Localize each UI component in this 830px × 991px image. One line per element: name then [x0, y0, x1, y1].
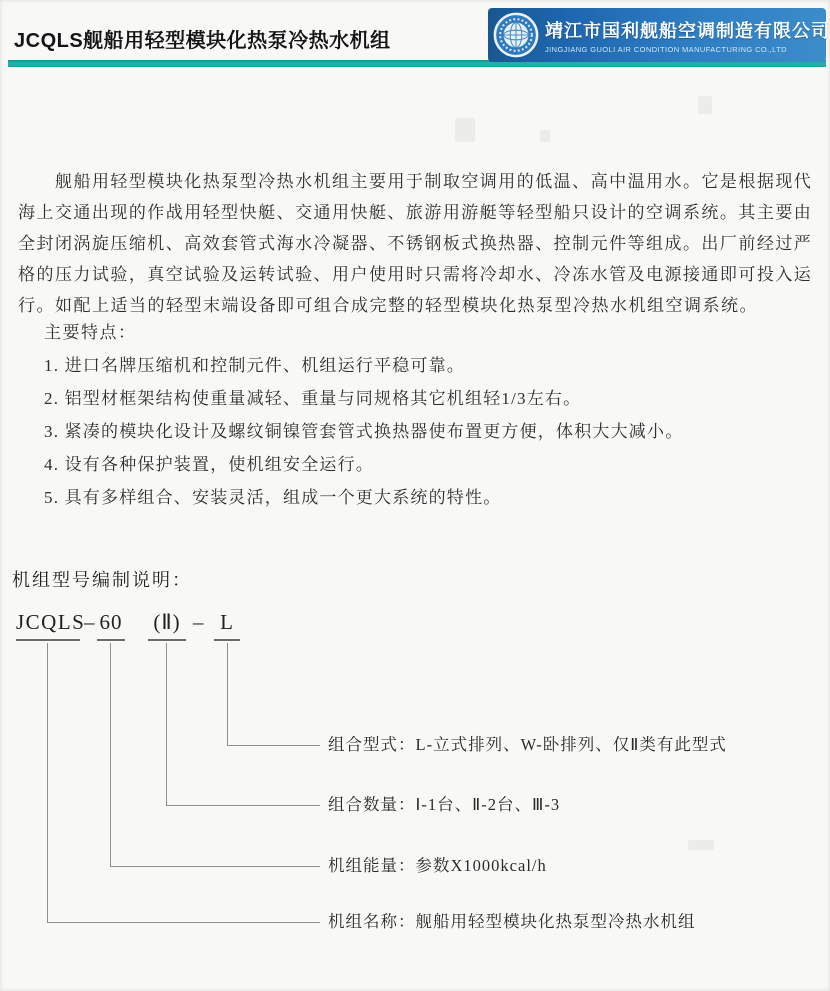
connector-vline-arrangement	[227, 643, 228, 745]
connector-vline-series	[47, 643, 48, 922]
connector-hline-capacity	[110, 866, 320, 867]
company-banner	[488, 8, 830, 62]
intro-line: 行。如配上适当的轻型末端设备即可组合成完整的轻型模块化热泵型冷热水机组空调系统。	[18, 296, 758, 315]
callout-arrangement-type: 组合型式：L-立式排列、W-卧排列、仅Ⅱ类有此型式	[328, 735, 727, 754]
model-segment-capacity: 60	[97, 610, 125, 641]
globe-emblem-icon	[493, 12, 539, 58]
model-dash: –	[193, 610, 204, 634]
intro-line: 全封闭涡旋压缩机、高效套管式海水冷凝器、不锈钢板式换热器、控制元件等组成。出厂前经过严	[18, 234, 812, 253]
connector-hline-count	[166, 805, 320, 806]
feature-item: 4. 设有各种保护装置，使机组安全运行。	[44, 455, 374, 474]
scan-artifact	[688, 840, 714, 850]
callout-unit-name: 机组名称：舰船用轻型模块化热泵型冷热水机组	[328, 912, 696, 931]
company-name-chinese: 靖江市国利舰船空调制造有限公司	[545, 20, 830, 41]
scan-artifact	[455, 118, 475, 142]
feature-item: 3. 紧凑的模块化设计及螺纹铜镍管套管式换热器使布置更方便，体积大大减小。	[44, 422, 684, 441]
feature-item: 2. 铝型材框架结构使重量减轻、重量与同规格其它机组轻1/3左右。	[44, 389, 582, 408]
scan-artifact	[698, 96, 712, 114]
model-segment-count: (Ⅱ)	[148, 610, 186, 641]
model-segment-arrangement: L	[214, 610, 240, 641]
model-segment-series: JCQLS	[16, 610, 80, 641]
connector-vline-capacity	[110, 643, 111, 866]
model-dash: –	[84, 610, 95, 634]
feature-item: 1. 进口名牌压缩机和控制元件、机组运行平稳可靠。	[44, 356, 465, 375]
callout-combination-count: 组合数量：Ⅰ-1台、Ⅱ-2台、Ⅲ-3	[328, 795, 561, 814]
company-name-english: JINGJIANG GUOLI AIR CONDITION MANUFACTURING CO.,LTD	[545, 44, 787, 54]
connector-vline-count	[166, 643, 167, 805]
callout-unit-capacity: 机组能量：参数X1000kcal/h	[328, 856, 547, 875]
scan-artifact	[540, 130, 550, 142]
intro-line: 舰船用轻型模块化热泵型冷热水机组主要用于制取空调用的低温、高中温用水。它是根据现代	[55, 172, 812, 191]
feature-item: 5. 具有多样组合、安装灵活，组成一个更大系统的特性。	[44, 488, 502, 507]
features-heading: 主要特点：	[44, 323, 137, 342]
company-name-block	[545, 17, 830, 54]
features-section	[18, 316, 812, 514]
model-section-heading: 机组型号编制说明：	[12, 570, 192, 590]
intro-paragraph	[18, 166, 812, 321]
page-title: JCQLS舰船用轻型模块化热泵冷热水机组	[14, 30, 391, 52]
intro-line: 格的压力试验，真空试验及运转试验、用户使用时只需将冷却水、冷冻水管及电源接通即可投入运	[18, 265, 812, 284]
connector-hline-series	[47, 922, 320, 923]
intro-line: 海上交通出现的作战用轻型快艇、交通用快艇、旅游用游艇等轻型船只设计的空调系统。其主要由	[18, 203, 812, 222]
connector-hline-arrangement	[227, 745, 320, 746]
